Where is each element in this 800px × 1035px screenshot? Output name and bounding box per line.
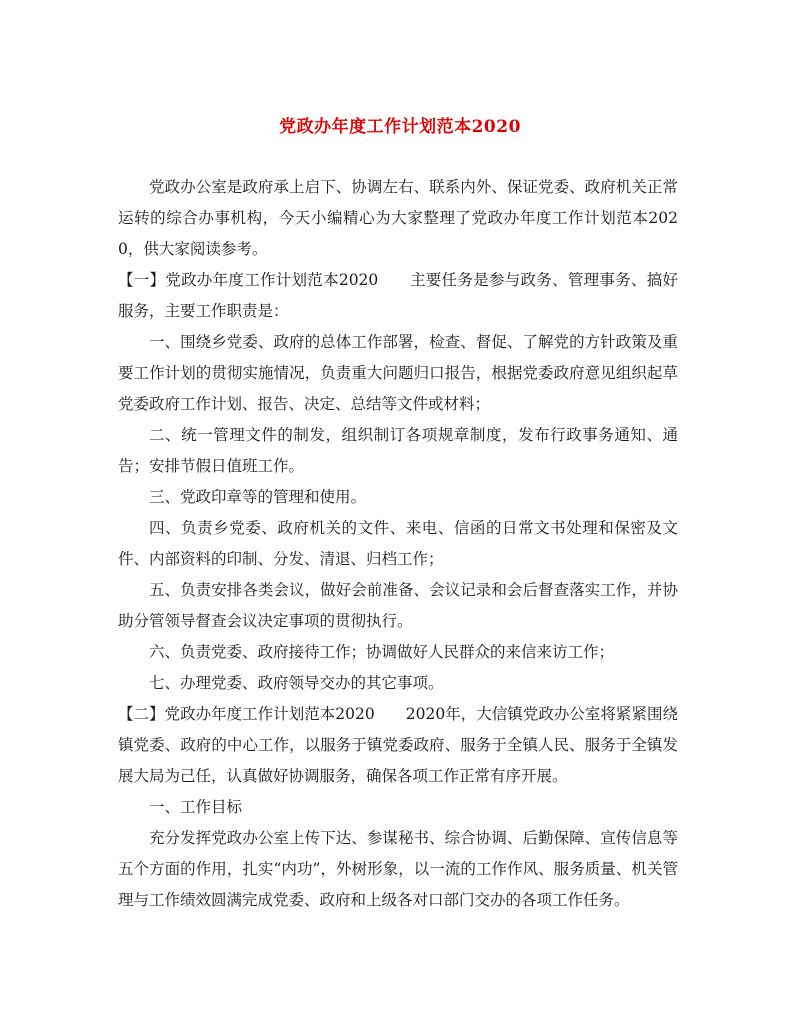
duty-item-6: 六、负责党委、政府接待工作；协调做好人民群众的来信来访工作；: [149, 643, 615, 661]
work-goal-heading: 一、工作目标: [149, 798, 243, 816]
duty-item-3: 三、党政印章等的管理和使用。: [149, 488, 367, 506]
document-title: 党政办年度工作计划范本2020: [279, 117, 521, 137]
intro-paragraph: 党政办公室是政府承上启下、协调左右、联系内外、保证党委、政府机关正常运转的综合办事机构，今天小编精心为大家整理了党政办年度工作计划范本2020，供大家阅读参考。: [118, 178, 678, 258]
duty-item-7: 七、办理党委、政府领导交办的其它事项。: [149, 674, 444, 692]
duty-item-5: 五、负责安排各类会议，做好会前准备、会议记录和会后督查落实工作，并协助分管领导督查会议决定事项的贯彻执行。: [118, 581, 678, 630]
document-body: [118, 172, 678, 916]
section-two-heading-paragraph: 【二】党政办年度工作计划范本2020 2020年，大信镇党政办公室将紧紧围绕镇党委、政府的中心工作，以服务于镇党委政府、服务于全镇人民、服务于全镇发展大局为己任，认真做好协调服务，确保各项工作正常有序开展。: [118, 705, 678, 785]
section-one-heading-paragraph: 【一】党政办年度工作计划范本2020 主要任务是参与政务、管理事务、搞好服务，主要工作职责是：: [118, 271, 678, 320]
duty-item-4: 四、负责乡党委、政府机关的文件、来电、信函的日常文书处理和保密及文件、内部资料的印制、分发、清退、归档工作；: [118, 519, 678, 568]
duty-item-2: 二、统一管理文件的制发，组织制订各项规章制度，发布行政事务通知、通告；安排节假日值班工作。: [118, 426, 678, 475]
duty-item-1: 一、围绕乡党委、政府的总体工作部署，检查、督促、了解党的方针政策及重要工作计划的贯彻实施情况，负责重大问题归口报告，根据党委政府意见组织起草党委政府工作计划、报告、决定、总结等文件或材料；: [118, 333, 678, 413]
work-goal-paragraph: 充分发挥党政办公室上传下达、参谋秘书、综合协调、后勤保障、宣传信息等五个方面的作用，扎实“内功”，外树形象，以一流的工作作风、服务质量、机关管理与工作绩效圆满完成党委、政府和上级各对口部门交办的各项工作任务。: [118, 829, 678, 909]
